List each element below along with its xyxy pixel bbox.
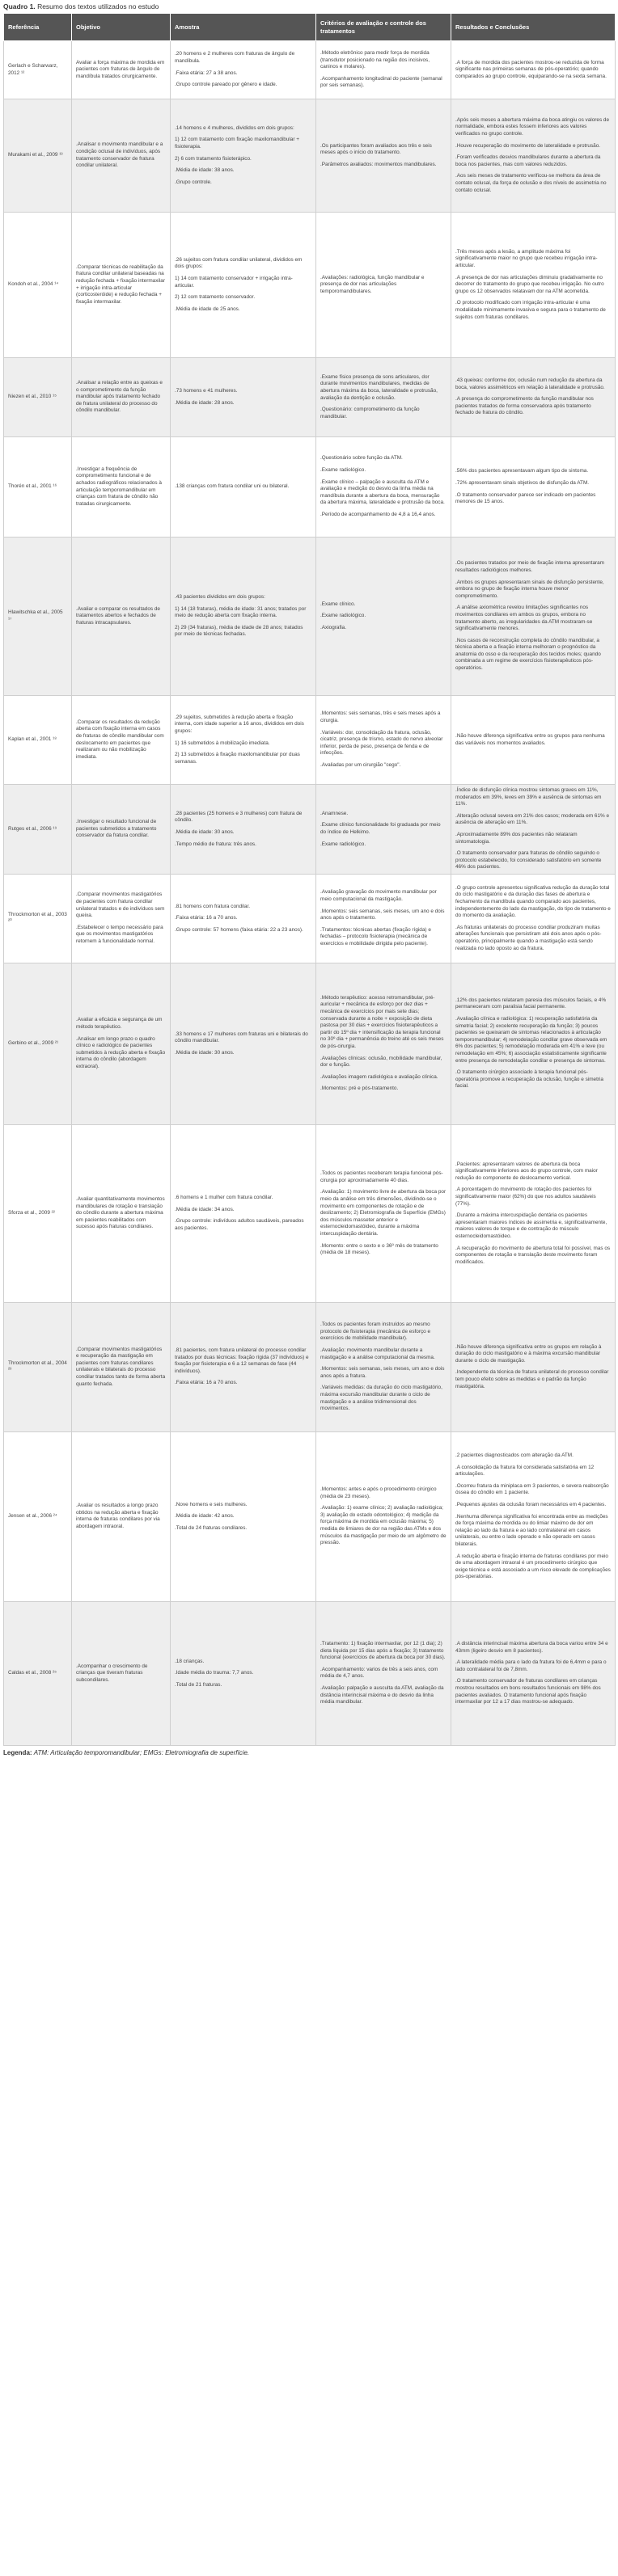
cell-resultados: [451, 437, 616, 538]
caption-text: Resumo dos textos utilizados no estudo: [37, 2, 159, 11]
cell-criterios: [316, 213, 451, 358]
cell-paragraph: .Questionário: comprometimento da função mandibular.: [320, 407, 420, 419]
cell-resultados: [451, 99, 616, 213]
table-row: [4, 41, 616, 99]
cell-paragraph: .Pequenos ajustes da oclusão foram necessários em 4 pacientes.: [455, 1501, 607, 1507]
cell-paragraph: .73 homens e 41 mulheres.: [175, 387, 238, 394]
cell-paragraph: .Variáveis: dor, consolidação da fratura, oclusão, cicatriz, presença de trismo, estado do nervo alveolar inferior, perda de peso, presença de fenda e de infecções.: [320, 729, 443, 757]
table-legend: [3, 1748, 615, 1757]
cell-paragraph: .Analisar a relação entre as queixas e o comprometimento da função mandibular após tratamento fechado de fratura unilateral do processo do côndilo mandibular.: [76, 380, 163, 414]
legend-label: Legenda:: [3, 1748, 32, 1756]
cell-objetivo: [72, 696, 171, 785]
cell-paragraph: .Total de 21 fraturas.: [175, 1681, 222, 1688]
cell-paragraph: .Acompanhamento longitudinal do paciente (semanal por seis semanas).: [320, 75, 442, 89]
cell-criterios: [316, 696, 451, 785]
cell-criterios: [316, 358, 451, 437]
cell-referencia: Hlawitschka et al., 2005 ¹⁷: [4, 538, 72, 696]
cell-paragraph: .A porcentagem do movimento de rotação dos pacientes foi significativamente maior (62%) do que nos adultos saudáveis (77%).: [455, 1187, 596, 1207]
table-body: [4, 41, 616, 1746]
cell-amostra: [171, 1431, 316, 1601]
cell-paragraph: .O tratamento conservador de fraturas condilares em crianças mostrou resultados em bons resultados funcionais em 98% dos pacientes avaliados. O tratamento funcional após fixação intermaxilar por 12 a 17 dias mostrou-se adequado.: [455, 1678, 601, 1705]
cell-criterios: [316, 1302, 451, 1431]
cell-paragraph: .Após seis meses a abertura máxima da boca atingiu os valores de normalidade, embora estes fossem inferiores aos valores verificados no grupo controle.: [455, 116, 610, 137]
cell-paragraph: .Momentos: seis semanas, seis meses, um ano e dois anos após o tratamento.: [320, 908, 445, 921]
cell-paragraph: 1) 16 submetidos à mobilização imediata.: [175, 740, 270, 746]
cell-paragraph: 1) 14 (18 fraturas), média de idade: 31 anos; tratados por meio de redução aberta com fixação interna.: [175, 605, 307, 619]
cell-paragraph: .33 homens e 17 mulheres com fraturas uni e bilaterais do côndilo mandibular.: [175, 1031, 308, 1044]
cell-paragraph: .Tratamentos: técnicas abertas (fixação rígida) e fechadas – protocolo fisioterapia (mecânica de exercícios e mobilidade dirigida pelo paciente).: [320, 926, 431, 947]
cell-paragraph: .Foram verificados desvios mandibulares durante a abertura da boca nos pacientes, mas com valores reduzidos.: [455, 154, 601, 167]
cell-paragraph: .A distância interincisal máxima abertura da boca variou entre 34 e 43mm (ligeiro desvio em 8 pacientes).: [455, 1641, 608, 1654]
cell-paragraph: .Total de 24 fraturas condilares.: [175, 1524, 248, 1531]
cell-paragraph: .Média de idade: 30 anos.: [175, 1049, 235, 1056]
cell-resultados: [451, 696, 616, 785]
cell-referencia: Kondoh et al., 2004 ¹⁴: [4, 213, 72, 358]
cell-resultados: [451, 1431, 616, 1601]
cell-criterios: [316, 437, 451, 538]
cell-objetivo: [72, 358, 171, 437]
cell-paragraph: .29 sujeitos, submetidos à redução aberta e fixação interna, com idade superior a 16 anos, divididos em dois grupos:: [175, 714, 304, 734]
cell-paragraph: .Comparar movimentos mastigatórios e recuperação da mastigação em pacientes com fraturas condilares unilaterais e bilaterais do processo condilar tratados tanto de forma aberta quanto fechada.: [76, 1346, 166, 1387]
cell-paragraph: .Anamnese.: [320, 810, 349, 816]
cell-paragraph: 2) 6 com tratamento fisioterápico.: [175, 155, 252, 162]
cell-paragraph: .Tempo médio de fratura: três anos.: [175, 841, 256, 847]
cell-paragraph: .Questionário sobre função da ATM.: [320, 455, 403, 462]
cell-paragraph: .Exame clínico funcionalidade foi graduada por meio do índice de Helkimo.: [320, 822, 441, 835]
cell-paragraph: .Avaliar a eficácia e segurança de um método terapêutico.: [76, 1017, 163, 1030]
cell-paragraph: .Média de idade: 34 anos.: [175, 1206, 235, 1212]
cell-paragraph: 2) 13 submetidos à fixação maxilomandibular por duas semanas.: [175, 752, 300, 765]
cell-paragraph: .Tratamento: 1) fixação intermaxilar, por 12 (1 dia); 2) dieta líquida por 15 dias após a fixação; 3) tratamento funcional (exercícios de abertura da boca por 30 dias).: [320, 1641, 446, 1661]
cell-referencia: Sforza et al., 2009 ²²: [4, 1124, 72, 1302]
cell-paragraph: 2) 29 (34 fraturas), média de idade de 28 anos; tratados por meio de técnicas fechadas.: [175, 624, 303, 638]
table-row: [4, 538, 616, 696]
cell-paragraph: .Faixa etária: 16 a 70 anos.: [175, 915, 238, 921]
cell-amostra: [171, 99, 316, 213]
cell-amostra: [171, 1124, 316, 1302]
cell-paragraph: .Pacientes: apresentaram valores de abertura da boca significativamente inferiores aos do grupo controle, com maior redução do componente de deslocamento vertical.: [455, 1161, 598, 1181]
cell-paragraph: .Avaliação: movimento mandibular durante a mastigação e a análise computacional da mesma.: [320, 1347, 435, 1360]
cell-paragraph: .Avaliar quantitativamente movimentos mandibulares de rotação e translação do côndilo durante a abertura máxima em pacientes reabilitados com sucesso após fraturas condilares.: [76, 1195, 165, 1230]
cell-paragraph: .Avaliação gravação do movimento mandibular por meio computacional da mastigação.: [320, 889, 437, 902]
cell-referencia: Rutges et al., 2006 ¹⁹: [4, 785, 72, 875]
cell-paragraph: .Estabelecer o tempo necessário para que os movimentos mastigatórios retornem à funcionalidade normal.: [76, 924, 163, 944]
cell-paragraph: .Aos seis meses de tratamento verificou-se melhora da área de contato oclusal, da força de oclusão e dos níveis de assimetria no contato oclusal.: [455, 173, 607, 193]
cell-paragraph: .Avaliação: 1) exame clínico; 2) avaliação radiológica; 3) avaliação do estado odontológico; 4) medição da força máxima de mordida em oclusão máxima; 5) medida de limiares de dor na região das ATMs e dos músculos da mastigação por meio de um algômetro de pressão.: [320, 1505, 447, 1546]
cell-paragraph: .O protocolo modificado com irrigação intra-articular é uma modalidade minimamente invasiva e segura para o tratamento de sujeitos com fraturas condilares.: [455, 300, 606, 320]
cell-paragraph: .56% dos pacientes apresentavam algum tipo de sintoma.: [455, 468, 589, 474]
cell-objetivo: [72, 538, 171, 696]
cell-paragraph: .Variáveis medidas: da duração do ciclo mastigatório, máxima excursão mandibular durante o ciclo de mastigação e a análise tridimensional dos movimentos.: [320, 1385, 442, 1412]
cell-paragraph: .A lateralidade média para o lado da fratura foi de 6,4mm e para o lado contralateral foi de 7,8mm.: [455, 1659, 607, 1672]
cell-paragraph: .Momentos: seis semanas, seis meses, um ano e dois anos após a fratura.: [320, 1366, 445, 1379]
cell-paragraph: .Comparar movimentos mastigatórios de pacientes com fratura condilar unilateral tratados e de indivíduos sem queixa.: [76, 892, 165, 919]
cell-paragraph: .Avaliações imagem radiológica e avaliação clínica.: [320, 1073, 438, 1080]
cell-criterios: [316, 963, 451, 1124]
cell-paragraph: .Média de idade: 30 anos.: [175, 828, 235, 835]
cell-paragraph: .Exame radiológico.: [320, 467, 366, 474]
cell-referencia: Gerlach e Scharwarz, 2012 ¹²: [4, 41, 72, 99]
cell-paragraph: .Avaliação: 1) movimento livre de abertura da boca por meio da análise em três dimensões, dividindo-se o movimento em componentes de rotação e de deslizamento; 2) Eletromiografia de Superfície (EMGs) dos músculos masseter anterior e esternocleidomastóideo, durante a máxima intercuspidação dentária.: [320, 1189, 447, 1237]
cell-criterios: [316, 1601, 451, 1745]
table-row: [4, 1124, 616, 1302]
cell-paragraph: .Faixa etária: 16 a 70 anos.: [175, 1380, 238, 1386]
cell-paragraph: .Todos os pacientes receberam terapia funcional pós-cirurgia por aproximadamente 40 dias.: [320, 1170, 443, 1183]
cell-paragraph: Avaliar a força máxima de mordida em pacientes com fraturas de ângulo de mandíbula tratados cirurgicamente.: [76, 59, 165, 79]
header-amostra: Amostra: [171, 14, 316, 41]
cell-paragraph: .Grupo controle pareado por gênero e idade.: [175, 82, 277, 88]
cell-paragraph: .Idade média do trauma: 7,7 anos.: [175, 1670, 254, 1676]
cell-paragraph: .Comparar técnicas de reabilitação da fratura condilar unilateral baseadas na redução fechada + fixação intermaxilar + irrigação intra-articular (corticosteróide) e redução fechada + fixação intermaxilar.: [76, 264, 165, 305]
cell-paragraph: .Momento: entre o sexto e o 36º mês de tratamento (média de 18 meses).: [320, 1242, 438, 1256]
cell-referencia: Kaplan et al., 2001 ¹⁸: [4, 696, 72, 785]
cell-paragraph: .Grupo controle: indivíduos adultos saudáveis, pareados aos pacientes.: [175, 1218, 304, 1232]
cell-resultados: [451, 538, 616, 696]
header-objetivo: Objetivo: [72, 14, 171, 41]
cell-paragraph: .Axiografia.: [320, 624, 346, 630]
header-criterios: Critérios de avaliação e controle dos tratamentos: [316, 14, 451, 41]
cell-paragraph: .14 homens e 4 mulheres, divididos em dois grupos:: [175, 124, 294, 131]
cell-paragraph: .Comparar os resultados da redução aberta com fixação interna em casos de fraturas de côndilo mandibular com deslocamento em pacientes que realizaram ou não mobilização imediata.: [76, 719, 164, 760]
cell-paragraph: .Três meses após a lesão, a amplitude máxima foi significativamente maior no grupo que recebeu irrigação intra-articular.: [455, 248, 598, 269]
cell-paragraph: .81 homens com fratura condilar.: [175, 903, 251, 909]
table-row: [4, 437, 616, 538]
cell-paragraph: .Exame clínico – palpação e ausculta da ATM e avaliação e medição do desvio da linha média na mandíbula durante a abertura da boca, mensuração da abertura máxima, lateralidade e protrusão da boca.: [320, 479, 445, 506]
cell-paragraph: .12% dos pacientes relataram paresia dos músculos faciais, e 4% permaneceram com paralisia facial permanente.: [455, 997, 607, 1010]
cell-objetivo: [72, 1302, 171, 1431]
cell-paragraph: .Avaliações clínicas: oclusão, mobilidade mandibular, dor e função.: [320, 1055, 442, 1069]
cell-referencia: Throckmorton et al., 2003 ²⁰: [4, 874, 72, 963]
cell-objetivo: [72, 99, 171, 213]
cell-paragraph: .A força de mordida dos pacientes mostrou-se reduzida de forma significante nas primeiras semanas de pós-operatório; quando comparados ao grupo controle, equiparando-se na sexta semana.: [455, 59, 607, 79]
cell-amostra: [171, 358, 316, 437]
cell-paragraph: .43 queixas: conforme dor, oclusão num redução da abertura da boca, valores assimétricos em relação à lateralidade e protrusão.: [455, 377, 605, 390]
cell-referencia: Murakami et al., 2009 ¹³: [4, 99, 72, 213]
table-row: [4, 696, 616, 785]
cell-paragraph: .28 pacientes (25 homens e 3 mulheres) com fratura de côndilo.: [175, 810, 303, 824]
cell-amostra: [171, 963, 316, 1124]
cell-paragraph: .Durante a máxima intercuspidação dentária os pacientes apresentaram maiores índices de assimetria e, significativamente, maiores valores de torque e de contração do músculo esternocleidomastóideo.: [455, 1212, 607, 1239]
cell-criterios: [316, 41, 451, 99]
cell-paragraph: .As fraturas unilaterais do processo condilar produziram muitas alterações funcionais que persistiram até dois anos após o pós-operatório, principalmente quando a mastigação está sendo realizada no lado oposto ao da fratura.: [455, 924, 602, 951]
cell-paragraph: .Momentos: seis semanas, três e seis meses após a cirurgia.: [320, 710, 441, 724]
cell-referencia: Caldas et al., 2008 ²⁵: [4, 1601, 72, 1745]
cell-objetivo: [72, 213, 171, 358]
cell-paragraph: .Avaliação: palpação e ausculta da ATM, avaliação da distância interincisal máxima e do desvio da linha média mandibular.: [320, 1685, 444, 1705]
cell-paragraph: .Parâmetros avaliados: movimentos mandibulares.: [320, 161, 437, 167]
cell-amostra: [171, 437, 316, 538]
cell-paragraph: .Índice de disfunção clínica mostrou sintomas graves em 11%, moderados em 39%, leves em 39% e ausência de sintomas em 11%.: [455, 787, 602, 807]
cell-resultados: [451, 1302, 616, 1431]
cell-amostra: [171, 696, 316, 785]
cell-paragraph: .Nove homens e seis mulheres.: [175, 1501, 248, 1507]
cell-referencia: Throckmorton et al., 2004 ²³: [4, 1302, 72, 1431]
table-caption: [3, 2, 615, 11]
cell-paragraph: .Média de idade: 42 anos.: [175, 1513, 235, 1520]
cell-paragraph: .2 pacientes diagnosticados com alteração da ATM.: [455, 1452, 574, 1458]
cell-paragraph: .O grupo controle apresentou significativa redução da duração total do ciclo mastigatório e da duração das fases de abertura e fechamento da mandíbula quando comparado aos pacientes, independentemente do lado da mastigação, do tipo de tratamento e do momento da avaliação.: [455, 884, 611, 919]
cell-objetivo: [72, 874, 171, 963]
table-row: [4, 785, 616, 875]
cell-paragraph: .O tratamento cirúrgico associado à terapia funcional pós-operatória promove a recuperação da oclusão, função e simetria facial.: [455, 1069, 603, 1090]
table-row: [4, 1431, 616, 1601]
cell-objetivo: [72, 785, 171, 875]
cell-paragraph: 1) 12 com tratamento com fixação maxilomandibular + fisioterapia.: [175, 137, 299, 150]
cell-referencia: Thorén et al., 2001 ¹⁶: [4, 437, 72, 538]
legend-text: ATM: Articulação temporomandibular; EMGs: Eletromiografia de superfície.: [33, 1748, 250, 1756]
cell-paragraph: .O tratamento conservador para fraturas de côndilo seguindo o protocolo estabelecido, foi considerado satisfatório em somente 46% dos pacientes.: [455, 850, 602, 871]
cell-resultados: [451, 41, 616, 99]
cell-paragraph: .Avaliar e comparar os resultados de tratamentos abertos e fechados de fraturas intracapsulares.: [76, 605, 160, 626]
cell-paragraph: .A presença do comprometimento da função mandibular nos pacientes tratados de forma conservadora após tratamento fechado de fratura do côndilo.: [455, 396, 594, 416]
cell-paragraph: .72% apresentavam sinais objetivos de disfunção da ATM.: [455, 479, 590, 486]
cell-objetivo: [72, 1431, 171, 1601]
cell-paragraph: .26 sujeitos com fratura condilar unilateral, divididos em dois grupos:: [175, 256, 303, 270]
cell-amostra: [171, 1302, 316, 1431]
cell-paragraph: .6 homens e 1 mulher com fratura condilar.: [175, 1195, 273, 1201]
cell-resultados: [451, 874, 616, 963]
cell-paragraph: .Não houve diferença significativa entre os grupos em relação à duração do ciclo mastigatório e à máxima excursão mandibular durante o ciclo de mastigação.: [455, 1343, 602, 1364]
cell-paragraph: .A análise axiométrica revelou limitações significantes nos movimentos condilares em ambos os grupos, embora no tratamento aberto, as irregularidades da ATM mostraram-se significativamente menores.: [455, 605, 593, 632]
cell-resultados: [451, 963, 616, 1124]
cell-paragraph: .Independente da técnica de fratura unilateral do processo condilar tem pouco efeito sobre as medidas e o padrão da função mastigatória.: [455, 1369, 609, 1389]
cell-paragraph: .Grupo controle: 57 homens (faixa etária: 22 a 23 anos).: [175, 926, 303, 933]
cell-paragraph: .Avaliar os resultados a longo prazo obtidos na redução aberta e fixação interna de fraturas condilares por via abordagem intraoral.: [76, 1503, 160, 1530]
cell-resultados: [451, 1124, 616, 1302]
cell-paragraph: .Média de idade: 28 anos.: [175, 399, 235, 406]
cell-paragraph: .Método eletrônico para medir força de mordida (transdutor posicionado na região dos incisivos, caninos e molares).: [320, 50, 430, 70]
cell-criterios: [316, 99, 451, 213]
table-row: [4, 99, 616, 213]
cell-paragraph: .Os participantes foram avaliados aos três e seis meses após o início do tratamento.: [320, 142, 432, 156]
cell-referencia: Niezen et al., 2010 ¹⁵: [4, 358, 72, 437]
cell-paragraph: 1) 14 com tratamento conservador + irrigação intra-articular.: [175, 275, 293, 289]
cell-amostra: [171, 213, 316, 358]
cell-paragraph: .Os pacientes tratados por meio de fixação interna apresentaram resultados radiológicos melhores.: [455, 560, 605, 573]
cell-resultados: [451, 358, 616, 437]
table-row: [4, 874, 616, 963]
cell-resultados: [451, 213, 616, 358]
cell-paragraph: .Analisar em longo prazo o quadro clínico e radiológico de pacientes submetidos à redução aberta e fixação interna do côndilo (abordagem extraoral).: [76, 1035, 166, 1069]
table-row: [4, 213, 616, 358]
cell-paragraph: .Analisar o movimento mandibular e a condição oclusal de indivíduos, após tratamento conservador de fratura condilar unilateral.: [76, 141, 163, 169]
cell-amostra: [171, 874, 316, 963]
cell-objetivo: [72, 1601, 171, 1745]
table-row: [4, 358, 616, 437]
table-row: [4, 963, 616, 1124]
cell-paragraph: .Investigar o resultado funcional de pacientes submetidos a tratamento conservador da fratura condilar.: [76, 819, 157, 839]
cell-paragraph: .Grupo controle.: [175, 179, 212, 185]
cell-criterios: [316, 1124, 451, 1302]
cell-criterios: [316, 785, 451, 875]
cell-criterios: [316, 874, 451, 963]
cell-paragraph: .Ambos os grupos apresentaram sinais de disfunção persistente, embora no grupo de fixação interna houve menor comprometimento.: [455, 579, 604, 599]
cell-paragraph: .A redução aberta e fixação interna de fraturas condilares por meio de uma abordagem intraoral é um procedimento cirúrgico que exige técnica e está associado a um risco elevado de complicações pós-operatórias.: [455, 1553, 611, 1580]
cell-criterios: [316, 1431, 451, 1601]
cell-paragraph: .Exame clínico.: [320, 601, 356, 607]
cell-criterios: [316, 538, 451, 696]
cell-paragraph: .O tratamento conservador parece ser indicado em pacientes menores de 15 anos.: [455, 491, 596, 505]
cell-objetivo: [72, 963, 171, 1124]
cell-paragraph: .Momentos: antes e após o procedimento cirúrgico (média de 23 meses).: [320, 1486, 437, 1499]
cell-paragraph: .Alteração oclusal severa em 21% dos casos; moderada em 61% e ausência de alteração em 11%.: [455, 812, 610, 826]
cell-paragraph: .Não houve diferença significativa entre os grupos para nenhuma das variáveis nos momentos avaliados.: [455, 732, 605, 746]
header-row: [4, 14, 616, 41]
cell-paragraph: .138 crianças com fratura condilar uni ou bilateral.: [175, 483, 290, 490]
cell-paragraph: .20 homens e 2 mulheres com fraturas de ângulo de mandíbula.: [175, 51, 295, 64]
cell-paragraph: .Investigar a frequência de comprometimento funcional e de achados radiográficos relacionados à articulação temporomandibular em crianças com fratura de côndilo não tratadas cirurgicamente.: [76, 466, 162, 507]
cell-paragraph: .Nenhuma diferença significativa foi encontrada entre as medições de força máxima de mordida ou do limiar máximo de dor em relação ao lado da fratura e ao lado contralateral em casos unilaterais, ou entre o lado operado e não operado em casos bilaterais.: [455, 1513, 608, 1547]
studies-table: [3, 13, 616, 1746]
cell-paragraph: .Avaliação clínica e radiológica: 1) recuperação satisfatória da simetria facial; 2) excelente recuperação da função; 3) poucos pacientes se queixaram de sintomas relacionados à articulação temporomandibular; 4) remodelação condilar grave observada em 6% dos pacientes; 5) remodelação moderada em 41% e leve (ou remodelação em 45%; 6) associação estatisticamente significante entre presença de remodelação condilar e presença de sintomas.: [455, 1016, 607, 1064]
cell-paragraph: .Exame radiológico.: [320, 613, 366, 619]
cell-paragraph: .Método terapêutico: acesso retromandibular, pré-auricular + mecânica de esforço por dez dias + mecânica de exercícios por mais sete dias; conservada durante a noite + exposição de dieta pastosa por 30 dias + exercícios fisioterapêuticos a partir do 15º dia + intensificação da terapia funcional no 30º dia + permanência do treino até os seis meses de pós-cirurgia.: [320, 994, 444, 1050]
cell-paragraph: .43 pacientes divididos em dois grupos:: [175, 594, 265, 601]
cell-resultados: [451, 1601, 616, 1745]
cell-amostra: [171, 41, 316, 99]
cell-objetivo: [72, 41, 171, 99]
cell-paragraph: .Período de acompanhamento de 4,8 a 16,4 anos.: [320, 511, 436, 517]
cell-paragraph: .Média de idade: 38 anos.: [175, 167, 235, 174]
cell-paragraph: .Ocorreu fratura da miniplaca em 3 pacientes, e severa reabsorção óssea do côndilo em 1 paciente.: [455, 1482, 609, 1496]
cell-paragraph: .A presença de dor nas articulações diminuiu gradativamente no decorrer do tratamento do grupo que recebeu irrigação. No outro grupo os 12 observados relatavam dor na ATM acometida.: [455, 274, 604, 294]
cell-paragraph: .Média de idade de 25 anos.: [175, 306, 240, 312]
cell-paragraph: .A recuperação do movimento de abertura total foi possível, mas os componentes de rotação e translação deste movimento foram modificados.: [455, 1245, 611, 1265]
cell-paragraph: .Faixa etária: 27 a 38 anos.: [175, 70, 238, 76]
cell-referencia: Gerbino et al., 2009 ²¹: [4, 963, 72, 1124]
cell-paragraph: .18 crianças.: [175, 1658, 205, 1664]
cell-objetivo: [72, 437, 171, 538]
cell-paragraph: .81 pacientes, com fratura unilateral do processo condilar tratados por duas técnicas: fixação rígida (37 indivíduos) e fixação por fisioterapia e 6 a 12 semanas de fase (44 indivíduos).: [175, 1347, 309, 1374]
cell-paragraph: .Momentos: pré e pós-tratamento.: [320, 1086, 399, 1092]
cell-amostra: [171, 1601, 316, 1745]
cell-amostra: [171, 538, 316, 696]
cell-amostra: [171, 785, 316, 875]
header-resultados: Resultados e Conclusões: [451, 14, 616, 41]
cell-paragraph: .Acompanhamento: varios de três a seis anos, com média de 4,7 anos.: [320, 1666, 438, 1680]
cell-paragraph: .Nos casos de reconstrução completa do côndilo mandibular, a técnica aberta e a fixação interna melhoram o prognóstico da anatomia do osso e da recuperação dos tecidos moles; quando combinada a um regime de exercícios fisioterapêuticos pós-operatórios.: [455, 637, 601, 672]
cell-paragraph: .Houve recuperação do movimento de lateralidade e protrusão.: [455, 142, 601, 149]
table-row: [4, 1601, 616, 1745]
cell-resultados: [451, 785, 616, 875]
header-referencia: Referência: [4, 14, 72, 41]
cell-paragraph: .Avaliadas por um cirurgião "cego".: [320, 761, 401, 768]
cell-paragraph: .Aproximadamente 89% dos pacientes não relataram sintomatologia.: [455, 831, 578, 845]
cell-paragraph: .Acompanhar o crescimento de crianças que tiveram fraturas subcondilares.: [76, 1663, 148, 1683]
table-row: [4, 1302, 616, 1431]
cell-referencia: Jensen et al., 2006 ²⁴: [4, 1431, 72, 1601]
caption-label: Quadro 1.: [3, 2, 36, 11]
cell-paragraph: .A consolidação da fratura foi considerada satisfatória em 12 articulações.: [455, 1464, 595, 1478]
cell-paragraph: .Todos os pacientes foram instruídos ao mesmo protocolo de fisioterapia (mecânica de esforço e exercícios de mobilidade mandibular).: [320, 1322, 431, 1342]
cell-paragraph: .Exame radiológico.: [320, 841, 366, 847]
cell-objetivo: [72, 1124, 171, 1302]
cell-paragraph: .Exame físico presença de sons articulares, dor durante movimentos mandibulares, medidas de abertura máxima da boca, lateralidade e protrusão, avaliação da dentição e oclusão.: [320, 373, 438, 401]
cell-paragraph: 2) 12 com tratamento conservador.: [175, 294, 256, 301]
cell-paragraph: .Avaliações: radiológica, função mandibular e presença de dor nas articulações temporomandibulares.: [320, 274, 425, 294]
